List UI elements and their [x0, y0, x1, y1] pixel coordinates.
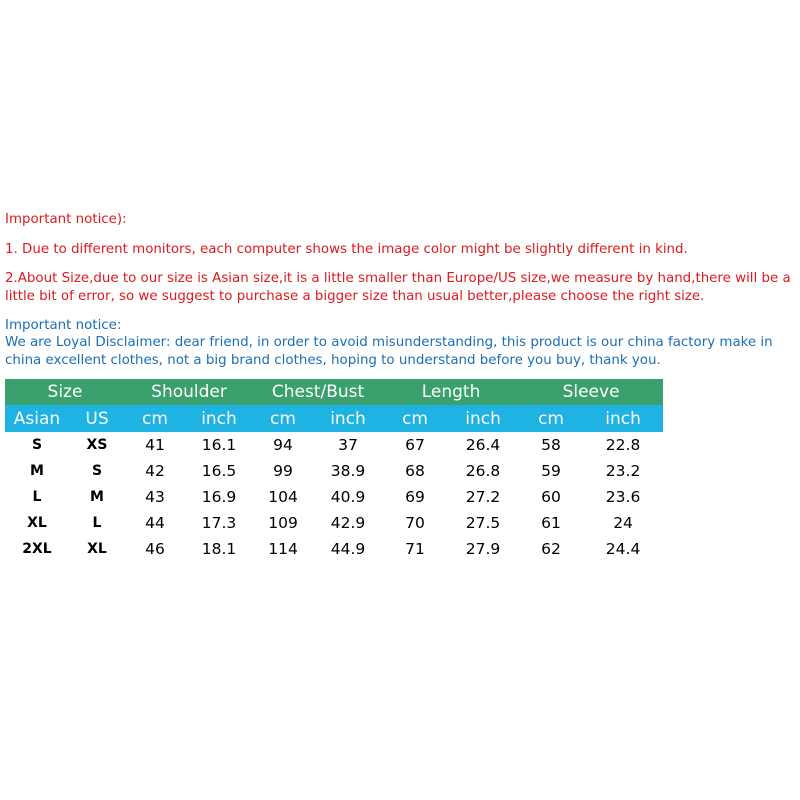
notice-heading-red: Important notice):	[5, 212, 127, 227]
cell-asian-size: L	[32, 489, 42, 505]
sub-header-length-cm: cm	[383, 405, 447, 432]
cell-chest-inch: 40.9	[330, 488, 366, 506]
table-row	[5, 432, 663, 458]
cell-chest-cm: 114	[268, 540, 298, 558]
cell-length-cm: 70	[405, 514, 425, 532]
sub-header-sleeve-inch: inch	[583, 405, 663, 432]
cell-length-cm: 68	[405, 462, 425, 480]
cell-us-size: XS	[86, 437, 108, 453]
cell-sleeve-inch: 22.8	[605, 436, 641, 454]
cell-shoulder-inch: 16.1	[201, 436, 237, 454]
sub-header-sleeve-cm: cm	[519, 405, 583, 432]
cell-shoulder-inch: 16.5	[201, 462, 237, 480]
cell-sleeve-cm: 62	[541, 540, 561, 558]
cell-length-inch: 26.4	[465, 436, 501, 454]
cell-us-size: S	[91, 463, 103, 479]
group-header-length: Length	[383, 379, 519, 405]
cell-shoulder-inch: 17.3	[201, 514, 237, 532]
cell-sleeve-cm: 60	[541, 488, 561, 506]
cell-shoulder-cm: 46	[145, 540, 165, 558]
cell-shoulder-inch: 16.9	[201, 488, 237, 506]
cell-length-cm: 71	[405, 540, 425, 558]
cell-us-size: XL	[87, 541, 107, 557]
size-chart-table	[5, 379, 663, 562]
cell-sleeve-cm: 61	[541, 514, 561, 532]
cell-chest-inch: 37	[338, 436, 358, 454]
group-header-chest-bust: Chest/Bust	[253, 379, 383, 405]
table-row	[5, 484, 663, 510]
notice-disclaimer: We are Loyal Disclaimer: dear friend, in order to avoid misunderstanding, this product is our china factory make in china excellent clothes, not a big brand clothes, hoping to understand before you buy, thank you.	[5, 335, 773, 368]
cell-sleeve-inch: 23.6	[605, 488, 641, 506]
cell-shoulder-cm: 44	[145, 514, 165, 532]
cell-chest-inch: 44.9	[330, 540, 366, 558]
cell-us-size: L	[92, 515, 102, 531]
cell-sleeve-inch: 24.4	[605, 540, 641, 558]
cell-length-cm: 69	[405, 488, 425, 506]
cell-us-size: M	[90, 489, 104, 505]
cell-shoulder-cm: 43	[145, 488, 165, 506]
cell-length-inch: 27.2	[465, 488, 501, 506]
cell-length-inch: 26.8	[465, 462, 501, 480]
notice-item-monitors: 1. Due to different monitors, each computer shows the image color might be slightly different in kind.	[5, 242, 688, 257]
cell-asian-size: XL	[27, 515, 47, 531]
table-row	[5, 458, 663, 484]
sub-header-shoulder-cm: cm	[125, 405, 185, 432]
cell-chest-cm: 104	[268, 488, 298, 506]
notice-heading-blue: Important notice:	[5, 318, 122, 333]
sub-header-shoulder-inch: inch	[185, 405, 253, 432]
notice-item-size: 2.About Size,due to our size is Asian size,it is a little smaller than Europe/US size,we measure by hand,there will be a little bit of error, so we suggest to purchase a bigger size than usual better,please choose the right size.	[5, 271, 791, 304]
cell-chest-cm: 109	[268, 514, 298, 532]
sub-header-us: US	[69, 405, 125, 432]
cell-chest-inch: 38.9	[330, 462, 366, 480]
cell-chest-inch: 42.9	[330, 514, 366, 532]
table-row	[5, 510, 663, 536]
sub-header-chest-inch: inch	[313, 405, 383, 432]
sub-header-chest-cm: cm	[253, 405, 313, 432]
table-row	[5, 536, 663, 562]
cell-chest-cm: 99	[273, 462, 293, 480]
cell-sleeve-cm: 58	[541, 436, 561, 454]
cell-shoulder-inch: 18.1	[201, 540, 237, 558]
cell-asian-size: M	[30, 463, 44, 479]
cell-length-inch: 27.9	[465, 540, 501, 558]
cell-length-cm: 67	[405, 436, 425, 454]
cell-length-inch: 27.5	[465, 514, 501, 532]
group-header-shoulder: Shoulder	[125, 379, 253, 405]
cell-sleeve-cm: 59	[541, 462, 561, 480]
group-header-sleeve: Sleeve	[519, 379, 663, 405]
group-header-row	[5, 379, 663, 405]
cell-asian-size: 2XL	[22, 541, 52, 557]
cell-shoulder-cm: 42	[145, 462, 165, 480]
cell-sleeve-inch: 24	[613, 514, 633, 532]
cell-shoulder-cm: 41	[145, 436, 165, 454]
cell-chest-cm: 94	[273, 436, 293, 454]
sub-header-asian: Asian	[5, 405, 69, 432]
cell-sleeve-inch: 23.2	[605, 462, 641, 480]
sub-header-row	[5, 405, 663, 432]
cell-asian-size: S	[31, 437, 43, 453]
sub-header-length-inch: inch	[447, 405, 519, 432]
group-header-size: Size	[5, 379, 125, 405]
